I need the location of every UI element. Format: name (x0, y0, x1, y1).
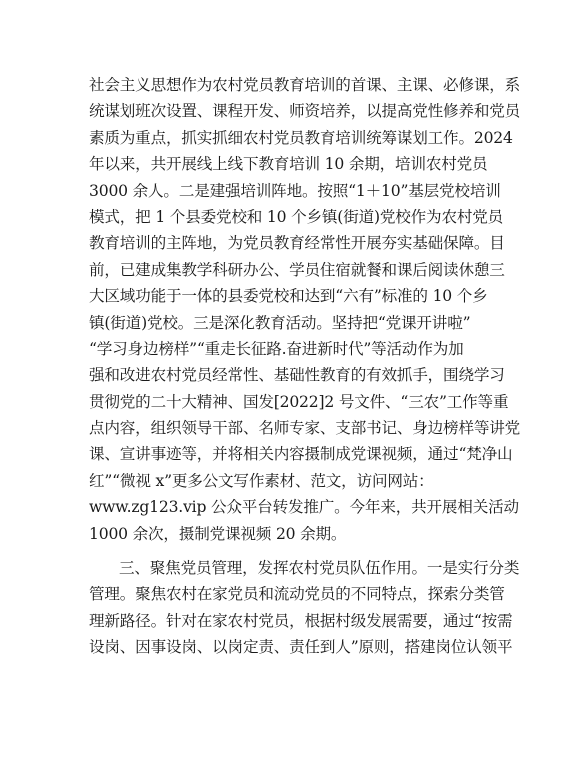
text-line: 镇(街道)党校。三是深化教育活动。坚持把“党课开讲啦” (89, 313, 471, 332)
text-line: www.zg123.vip 公众平台转发推广。今年来，共开展相关活动 (89, 498, 519, 517)
text-line: 1000 余次，摄制党课视频 20 余期。 (89, 524, 347, 543)
text-line: 点内容，组织领导干部、名师专家、支部书记、身边榜样等讲党 (89, 419, 521, 438)
paragraph-spacer (89, 547, 509, 555)
paragraph-1 (89, 72, 521, 547)
text-line: 统谋划班次设置、课程开发、师资培养，以提高党性修养和党员 (89, 102, 521, 121)
paragraph-2 (89, 555, 520, 661)
text-line: 设岗、因事设岗、以岗定责、责任到人”原则，搭建岗位认领平 (89, 638, 513, 657)
text-line: 素质为重点，抓实抓细农村党员教育培训统筹谋划工作。2024 (89, 128, 513, 147)
text-line: 前，已建成集教学科研办公、学员住宿就餐和课后阅读休憩三 (89, 260, 505, 279)
text-line: 3000 余人。二是建强培训阵地。按照“1＋10”基层党校培训 (89, 181, 501, 200)
text-line: 强和改进农村党员经常性、基础性教育的有效抓手，围绕学习 (89, 366, 505, 385)
text-line: 课、宣讲事迹等，并将相关内容摄制成党课视频，通过“梵净山 (89, 445, 513, 464)
text-line: 大区域功能于一体的县委党校和达到“六有”标准的 10 个乡 (89, 287, 488, 306)
text-line: 理新路径。针对在家农村党员，根据村级发展需要，通过“按需 (89, 611, 513, 630)
text-line: 红”“微视 x”更多公文写作素材、范文，访问网站： (89, 471, 434, 490)
text-line: “学习身边榜样”“重走长征路.奋进新时代”等活动作为加 (89, 339, 464, 358)
text-line: 教育培训的主阵地，为党员教育经常性开展夯实基础保障。目 (89, 234, 505, 253)
text-line: 年以来，共开展线上线下教育培训 10 余期，培训农村党员 (89, 155, 488, 174)
text-line: 贯彻党的二十大精神、国发[2022]2 号文件、“三农”工作等重 (89, 392, 509, 411)
text-line: 管理。聚焦农村在家党员和流动党员的不同特点，探索分类管 (89, 585, 505, 604)
text-line: 社会主义思想作为农村党员教育培训的首课、主课、必修课，系 (89, 76, 521, 94)
text-line: 模式，把 1 个县委党校和 10 个乡镇(街道)党校作为农村党员 (89, 207, 504, 226)
text-line: 三、聚焦党员管理，发挥农村党员队伍作用。一是实行分类 (119, 559, 520, 578)
document-body (89, 72, 521, 661)
